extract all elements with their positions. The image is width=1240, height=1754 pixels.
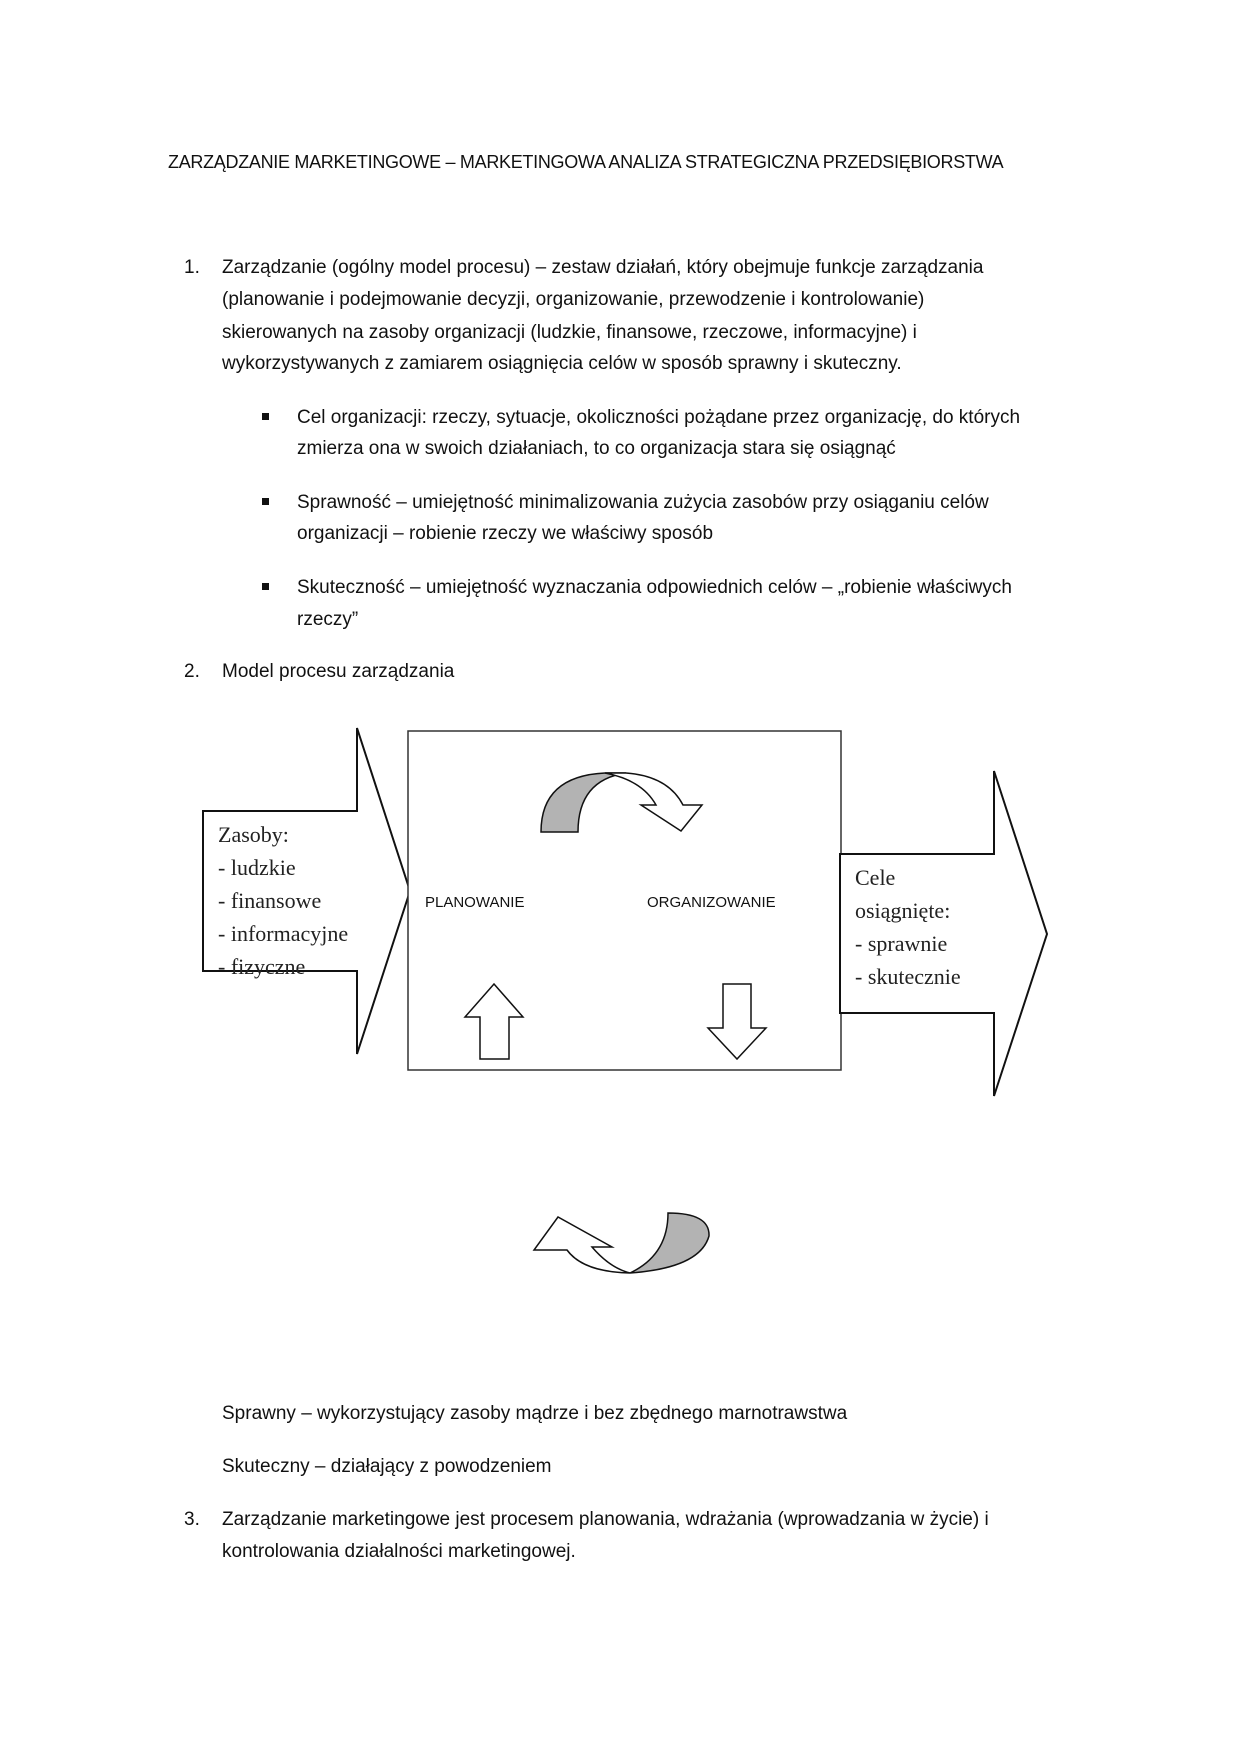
goals-label: Cele — [855, 865, 896, 890]
resource-item: - informacyjne — [218, 921, 349, 946]
item-3-line: Zarządzanie marketingowe jest procesem planowania, wdrażania (wprowadzania w życie) i — [222, 1509, 989, 1530]
item-1-line: Zarządzanie (ogólny model procesu) – zestaw działań, który obejmuje funkcje zarządzania — [222, 257, 984, 278]
page-title: ZARZĄDZANIE MARKETINGOWE – MARKETINGOWA ANALIZA STRATEGICZNA PRZEDSIĘBIORSTWA — [168, 152, 1004, 172]
planning-label: PLANOWANIE — [425, 894, 525, 911]
goals-label: osiągnięte: — [855, 898, 951, 923]
bullet-line: Sprawność – umiejętność minimalizowania zużycia zasobów przy osiąganiu celów — [297, 492, 989, 513]
item-1-number: 1. — [184, 257, 200, 278]
item-1-line: wykorzystywanych z zamiarem osiągnięcia celów w sposób sprawny i skuteczny. — [222, 353, 902, 374]
bullet-line: zmierza ona w swoich działaniach, to co organizacja stara się osiągnąć — [297, 438, 896, 459]
definition-effective: Skuteczny – działający z powodzeniem — [222, 1456, 552, 1477]
goal-item: - sprawnie — [855, 931, 948, 956]
bullet-line: organizacji – robienie rzeczy we właściwy sposób — [297, 523, 714, 544]
resource-item: - ludzkie — [218, 855, 296, 880]
definition-efficient: Sprawny – wykorzystujący zasoby mądrze i bez zbędnego marnotrawstwa — [222, 1403, 848, 1424]
bullet-line: rzeczy” — [297, 609, 359, 630]
bullet-line: Skuteczność – umiejętność wyznaczania odpowiednich celów – „robienie właściwych — [297, 577, 1012, 598]
item-2-number: 2. — [184, 661, 200, 682]
item-2-text: Model procesu zarządzania — [222, 661, 455, 682]
organizing-label: ORGANIZOWANIE — [647, 894, 776, 911]
resource-item: - fizyczne — [218, 954, 306, 979]
item-1-line: skierowanych na zasoby organizacji (ludzkie, finansowe, rzeczowe, informacyjne) i — [222, 322, 917, 343]
goal-item: - skutecznie — [855, 964, 961, 989]
item-1-line: (planowanie i podejmowanie decyzji, organizowanie, przewodzenie i kontrolowanie) — [222, 289, 925, 310]
item-3-line: kontrolowania działalności marketingowej. — [222, 1541, 576, 1562]
item-3-number: 3. — [184, 1509, 200, 1530]
bullet-line: Cel organizacji: rzeczy, sytuacje, okoliczności pożądane przez organizację, do których — [297, 407, 1021, 428]
resources-label: Zasoby: — [218, 822, 289, 847]
resource-item: - finansowe — [218, 888, 322, 913]
curved-arrow-bottom-icon — [534, 1213, 709, 1273]
